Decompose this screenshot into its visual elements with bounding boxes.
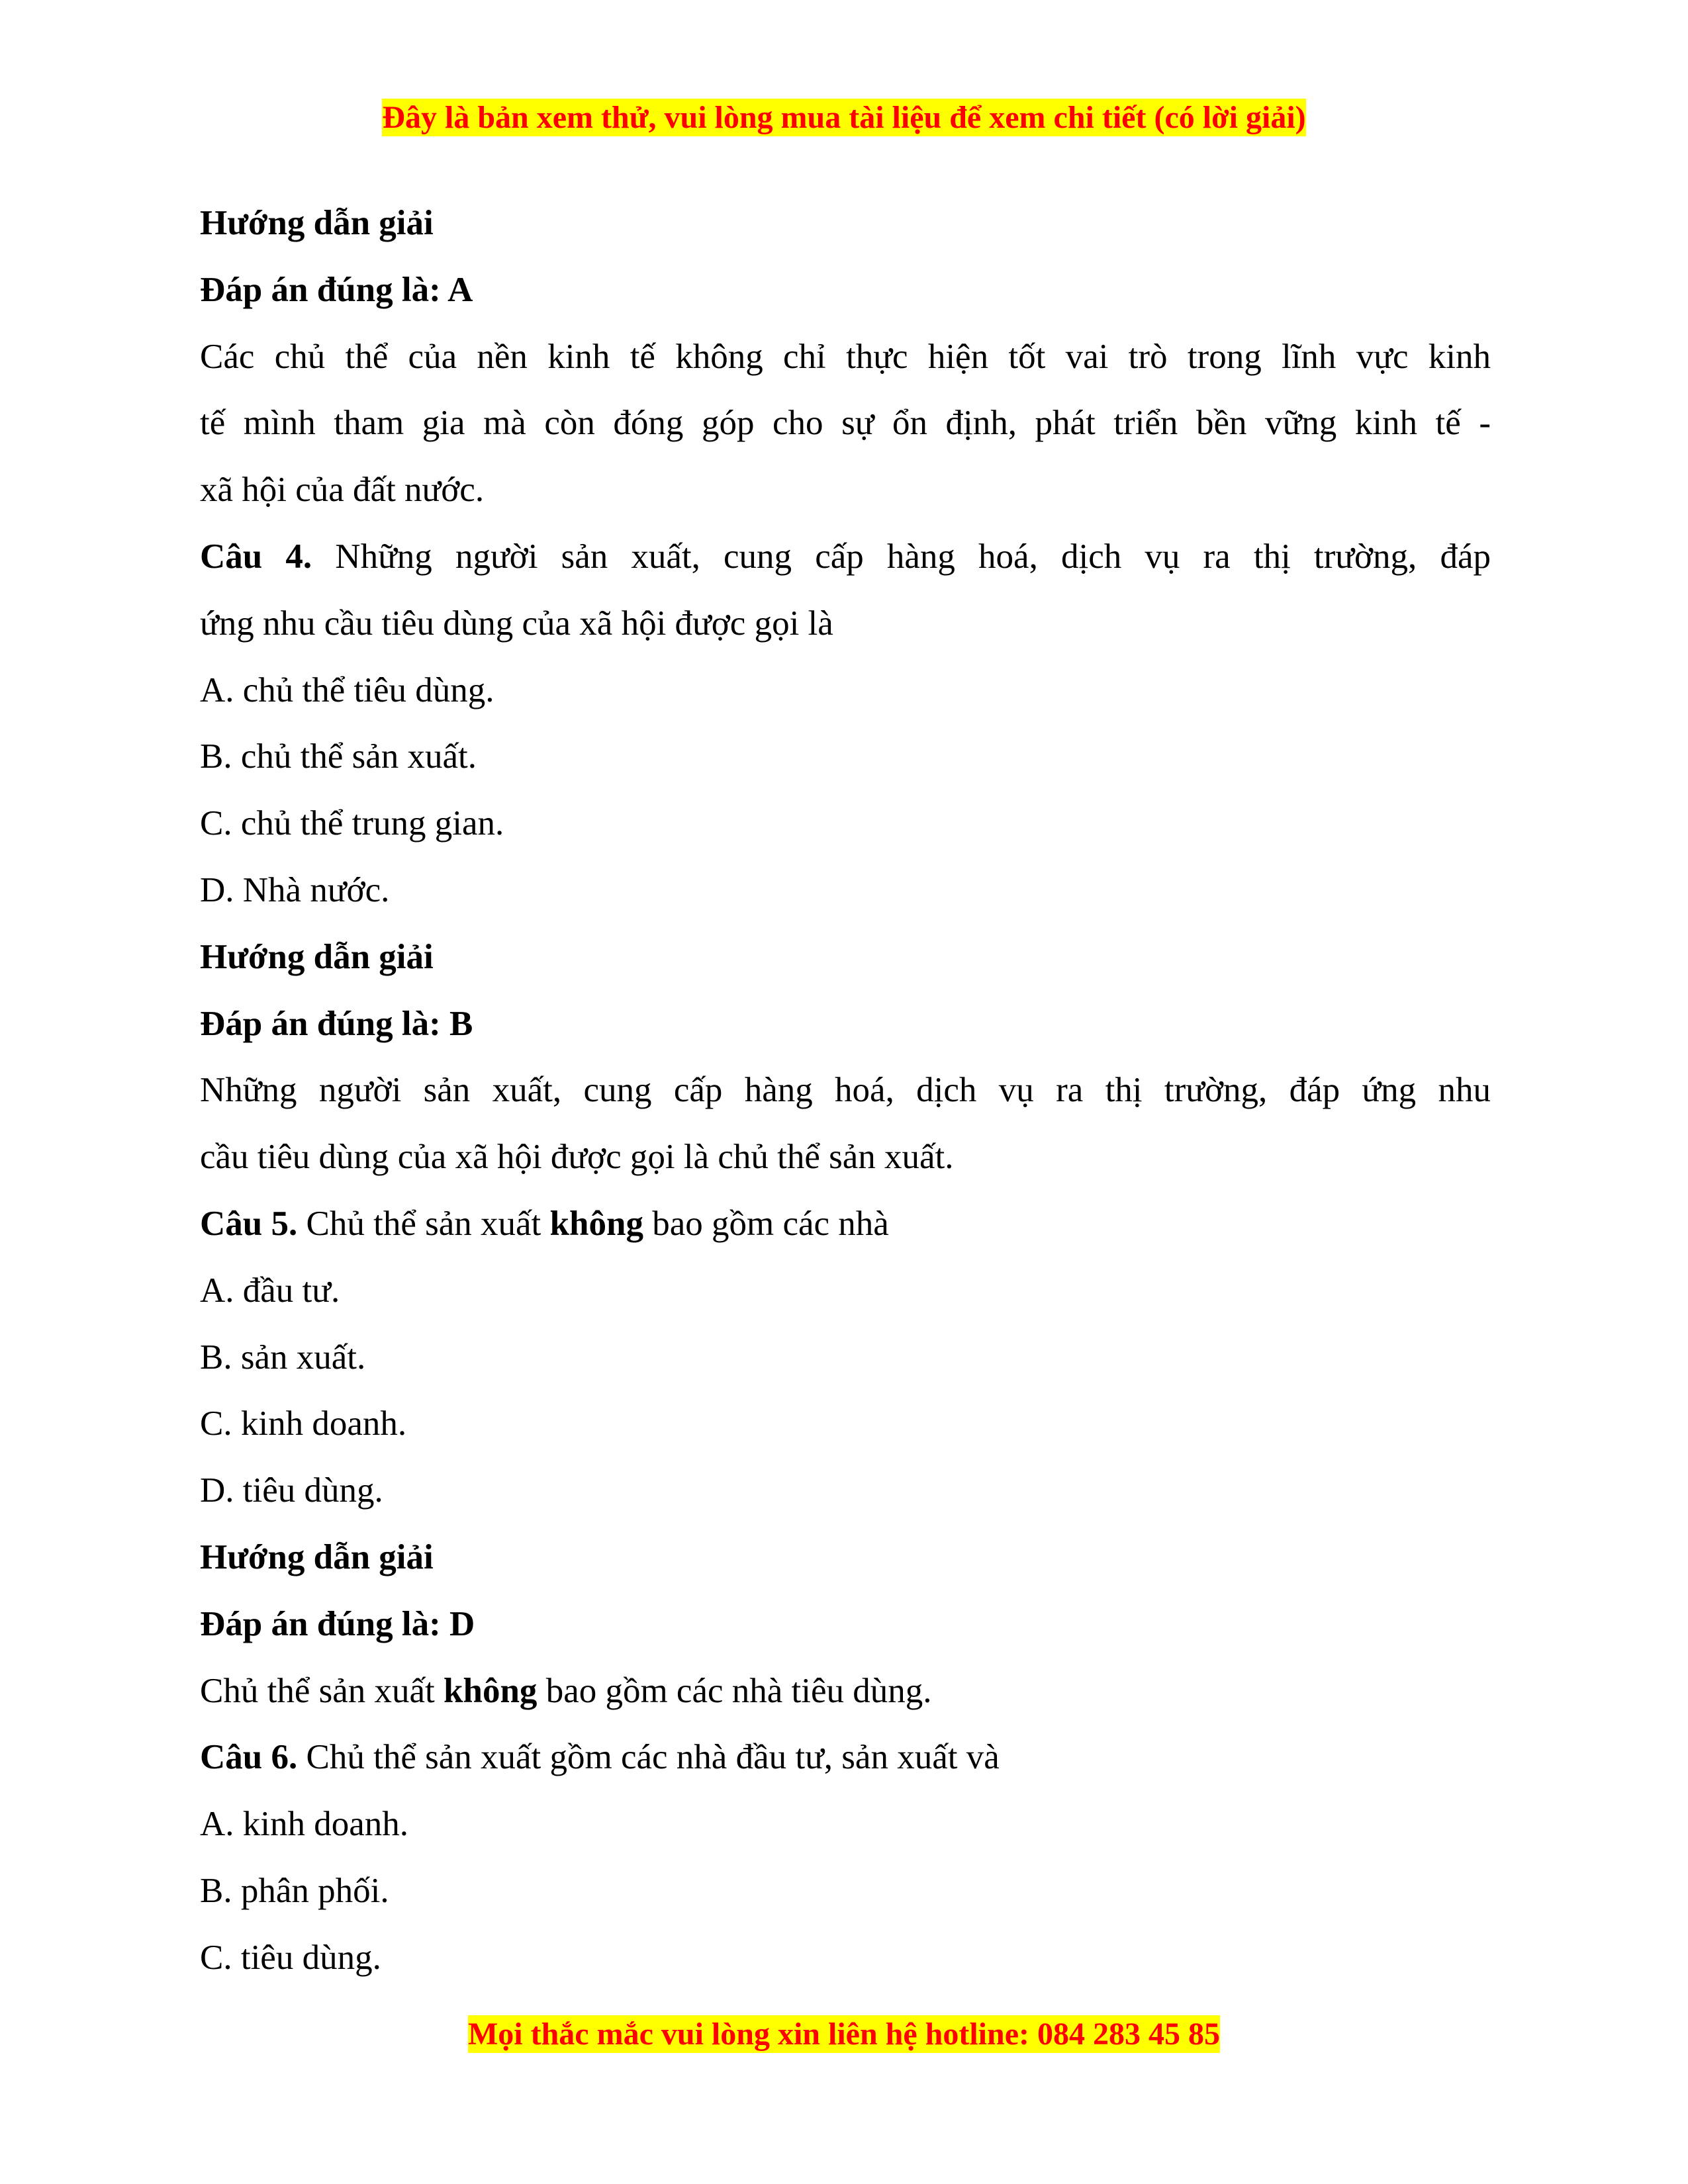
option-a	[200, 1257, 1491, 1324]
text: B. chủ thể sản xuất.	[200, 737, 477, 776]
question-4-cont	[200, 590, 1491, 657]
explanation-line	[200, 1124, 1491, 1191]
text: A. kinh doanh.	[200, 1805, 409, 1844]
option-b	[200, 1858, 1491, 1925]
text: A. chủ thể tiêu dùng.	[200, 670, 494, 709]
explanation-line	[200, 390, 1491, 457]
option-d	[200, 857, 1491, 924]
question-5	[200, 1191, 1491, 1257]
solution-heading	[200, 1524, 1491, 1591]
hotline-banner	[0, 2016, 1688, 2052]
option-c	[200, 790, 1491, 857]
text: B. phân phối.	[200, 1871, 389, 1910]
preview-notice-banner	[0, 99, 1688, 136]
text: C. kinh doanh.	[200, 1404, 407, 1443]
answer-line	[200, 257, 1491, 324]
explanation-line	[200, 324, 1491, 390]
text: cầu tiêu dùng của xã hội được gọi là chủ thể sản xuất.	[200, 1138, 954, 1177]
hotline-text: Mọi thắc mắc vui lòng xin liên hệ hotline: 084 283 45 85	[467, 2017, 1220, 2052]
option-b	[200, 1324, 1491, 1391]
option-a	[200, 1791, 1491, 1858]
text: tế mình tham gia mà còn đóng góp cho sự ổn định, phát triển bền vững kinh tế -	[200, 404, 1491, 443]
bold-text: Hướng dẫn giải	[200, 1537, 434, 1576]
answer-line	[200, 1591, 1491, 1658]
text: C. chủ thể trung gian.	[200, 804, 504, 843]
bold-text: Đáp án đúng là: B	[200, 1004, 473, 1043]
text: C. tiêu dùng.	[200, 1938, 381, 1977]
solution-heading	[200, 190, 1491, 257]
option-d	[200, 1457, 1491, 1524]
answer-line	[200, 991, 1491, 1058]
text: Chủ thể sản xuất	[297, 1204, 550, 1243]
option-a	[200, 657, 1491, 724]
option-c	[200, 1925, 1491, 1991]
explanation-line	[200, 1057, 1491, 1124]
question-6	[200, 1724, 1491, 1791]
text: A. đầu tư.	[200, 1271, 340, 1310]
bold-text: Câu 4.	[200, 537, 312, 576]
bold-text: Câu 6.	[200, 1738, 298, 1777]
solution-heading	[200, 924, 1491, 991]
text: xã hội của đất nước.	[200, 471, 485, 510]
explanation-line	[200, 457, 1491, 523]
text: Những người sản xuất, cung cấp hàng hoá, dịch vụ ra thị trường, đáp	[312, 537, 1491, 576]
question-4	[200, 523, 1491, 590]
text: D. tiêu dùng.	[200, 1471, 383, 1510]
text: Các chủ thể của nền kinh tế không chỉ thực hiện tốt vai trò trong lĩnh vực kinh	[200, 337, 1491, 376]
option-c	[200, 1390, 1491, 1457]
text: bao gồm các nhà tiêu dùng.	[537, 1671, 932, 1710]
explanation-line	[200, 1658, 1491, 1725]
bold-text: Hướng dẫn giải	[200, 937, 434, 976]
bold-text: Đáp án đúng là: A	[200, 270, 473, 309]
bold-text: Đáp án đúng là: D	[200, 1604, 475, 1643]
bold-text: Hướng dẫn giải	[200, 204, 434, 242]
text: Những người sản xuất, cung cấp hàng hoá, dịch vụ ra thị trường, đáp ứng nhu	[200, 1071, 1491, 1110]
text: Chủ thể sản xuất gồm các nhà đầu tư, sản xuất và	[297, 1738, 1000, 1777]
text: D. Nhà nước.	[200, 870, 390, 909]
text: bao gồm các nhà	[643, 1204, 889, 1243]
document-body	[200, 190, 1491, 1991]
bold-text: không	[549, 1204, 643, 1243]
bold-text: không	[444, 1671, 538, 1710]
option-b	[200, 723, 1491, 790]
text: B. sản xuất.	[200, 1338, 366, 1377]
preview-notice-text: Đây là bản xem thử, vui lòng mua tài liệu để xem chi tiết (có lời giải)	[382, 100, 1306, 135]
text: Chủ thể sản xuất	[200, 1671, 444, 1710]
bold-text: Câu 5.	[200, 1204, 298, 1243]
text: ứng nhu cầu tiêu dùng của xã hội được gọi là	[200, 604, 833, 643]
